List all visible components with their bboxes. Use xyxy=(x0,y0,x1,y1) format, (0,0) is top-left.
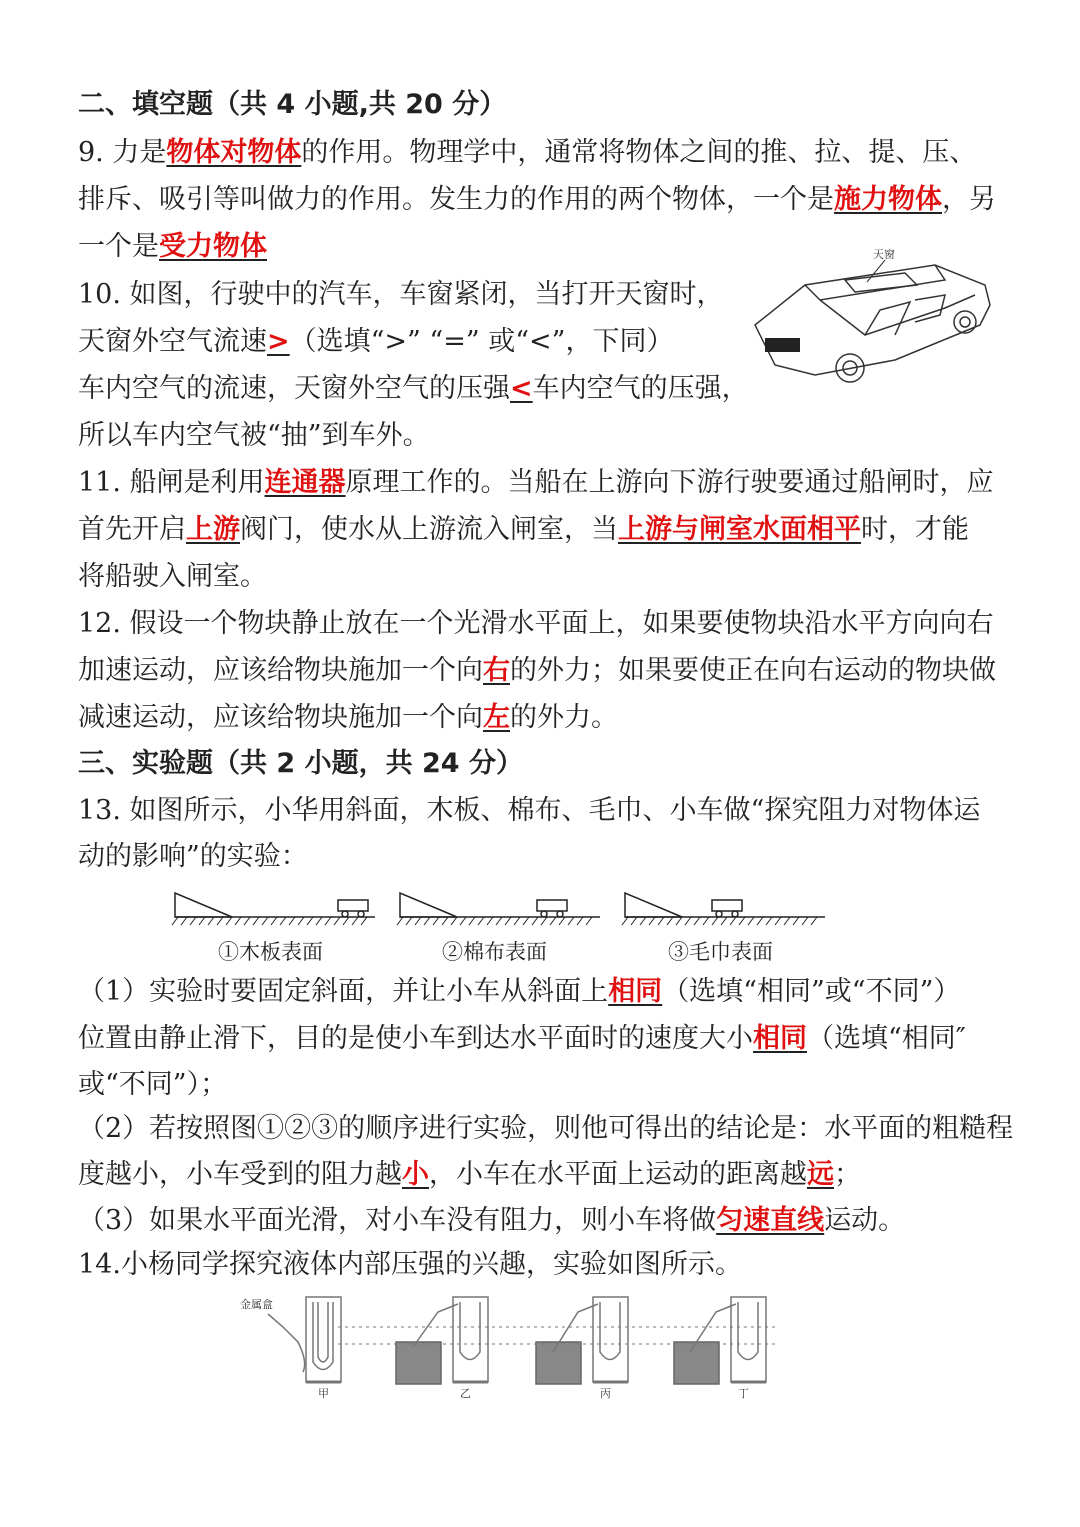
ground-hatch xyxy=(280,917,286,925)
ground-hatch xyxy=(190,917,196,925)
q10-line-1: 10. 如图，行驶中的汽车，车窗紧闭，当打开天窗时， xyxy=(78,279,724,310)
q13-p1-line-2 xyxy=(78,1022,1002,1056)
ground-hatch xyxy=(523,917,529,925)
ground-hatch xyxy=(568,917,574,925)
ground-hatch xyxy=(631,917,637,925)
ground-hatch xyxy=(235,917,241,925)
ramp-experiment-figure xyxy=(170,885,840,935)
ground-hatch xyxy=(541,917,547,925)
ground-hatch xyxy=(739,917,745,925)
q13-answer-3: 小 xyxy=(402,1159,429,1190)
label-ding: 丁 xyxy=(738,1387,749,1400)
ramp-3 xyxy=(625,893,825,917)
q11-text: 阀门，使水从上游流入闸室，当 xyxy=(240,514,618,545)
ground-hatch xyxy=(334,917,340,925)
ramp-1 xyxy=(175,893,375,917)
q9-text: ，另 xyxy=(942,184,996,215)
ground-hatch xyxy=(226,917,232,925)
q12-answer-1: 右 xyxy=(483,655,510,686)
q13-p3-line xyxy=(78,1204,905,1238)
ramp-2 xyxy=(400,893,600,917)
ground-hatch xyxy=(748,917,754,925)
ground-hatch xyxy=(253,917,259,925)
q9-text: 一个是 xyxy=(78,231,159,262)
ground-hatch xyxy=(784,917,790,925)
ground-hatch xyxy=(451,917,457,925)
q13-text: （2）若按照图①②③的顺序进行实验，则他可得出的结论是：水平面的粗糙程 xyxy=(78,1113,1014,1144)
ground-hatch xyxy=(559,917,565,925)
q9-text: 9. 力是 xyxy=(78,137,167,168)
ground-hatch xyxy=(550,917,556,925)
ground-hatch xyxy=(514,917,520,925)
ground-hatch xyxy=(199,917,205,925)
ground-hatch xyxy=(307,917,313,925)
q11-text: 首先开启 xyxy=(78,514,186,545)
ground-hatch xyxy=(361,917,367,925)
ground-hatch xyxy=(433,917,439,925)
ground-hatch xyxy=(262,917,268,925)
q11-answer-2: 上游 xyxy=(186,514,240,545)
ground-hatch xyxy=(703,917,709,925)
q10-answer-2: < xyxy=(510,373,533,404)
ground-hatch xyxy=(712,917,718,925)
q13-p2-line-2 xyxy=(78,1158,861,1192)
ground-hatch xyxy=(316,917,322,925)
q13-text: 位置由静止滑下，目的是使小车到达水平面时的速度大小 xyxy=(78,1023,753,1054)
ground-hatch xyxy=(676,917,682,925)
ground-hatch xyxy=(496,917,502,925)
ground-hatch xyxy=(442,917,448,925)
q9-answer-2: 施力物体 xyxy=(834,184,942,215)
ground-hatch xyxy=(793,917,799,925)
car-sunroof-figure xyxy=(745,240,1000,390)
ground-hatch xyxy=(415,917,421,925)
q13-line-1 xyxy=(78,794,1002,828)
q9-line-1 xyxy=(78,136,1002,170)
q10-text: 车内空气的流速，天窗外空气的压强 xyxy=(78,373,510,404)
q13-text: （1）实验时要固定斜面，并让小车从斜面上 xyxy=(78,976,609,1007)
ground-hatch xyxy=(172,917,178,925)
q12-line-3 xyxy=(78,701,618,735)
ground-hatch xyxy=(478,917,484,925)
label-yi: 乙 xyxy=(460,1387,471,1400)
ground-hatch xyxy=(397,917,403,925)
ground-hatch xyxy=(469,917,475,925)
ground-hatch xyxy=(217,917,223,925)
q11-line-1 xyxy=(78,466,1002,500)
ground-hatch xyxy=(757,917,763,925)
q9-answer-1: 物体对物体 xyxy=(166,137,302,168)
ground-hatch xyxy=(622,917,628,925)
q13-text: 运动。 xyxy=(824,1205,906,1236)
liquid-pressure-figure xyxy=(238,1292,808,1402)
q9-text: 排斥、吸引等叫做力的作用。发生力的作用的两个物体，一个是 xyxy=(78,184,834,215)
caption-cotton: ②棉布表面 xyxy=(442,940,547,964)
ground-hatch xyxy=(658,917,664,925)
ground-hatch xyxy=(532,917,538,925)
q11-line-2 xyxy=(78,513,1002,547)
q12-text: 减速运动，应该给物块施加一个向 xyxy=(78,702,483,733)
license-plate xyxy=(765,338,800,352)
q10-answer-1: > xyxy=(267,326,290,357)
q10-line-4: 所以车内空气被“抽”到车外。 xyxy=(78,420,430,451)
caption-wood: ①木板表面 xyxy=(218,940,323,964)
ground-hatch xyxy=(730,917,736,925)
q13-text: 13. 如图所示，小华用斜面，木板、棉布、毛巾、小车做“探究阻力对物体运 xyxy=(78,795,981,826)
q13-text: ，小车在水平面上运动的距离越 xyxy=(429,1159,807,1190)
q12-text: 12. 假设一个物块静止放在一个光滑水平面上，如果要使物块沿水平方向向右 xyxy=(78,608,994,639)
q10-line-2 xyxy=(78,325,673,359)
ground-hatch xyxy=(352,917,358,925)
q13-text: （选填“相同”或“不同”） xyxy=(662,976,961,1007)
q10-line-3 xyxy=(78,372,749,406)
q13-text: （3）如果水平面光滑，对小车没有阻力，则小车将做 xyxy=(78,1205,717,1236)
q10-text: 天窗外空气流速 xyxy=(78,326,267,357)
q10-text: 车内空气的压强， xyxy=(532,373,749,404)
caption-towel: ③毛巾表面 xyxy=(668,940,773,964)
q12-text: 加速运动，应该给物块施加一个向 xyxy=(78,655,483,686)
ground-hatch xyxy=(802,917,808,925)
q12-text: 的外力；如果要使正在向右运动的物块做 xyxy=(510,655,996,686)
q13-answer-5: 匀速直线 xyxy=(716,1205,825,1236)
q13-text: 度越小，小车受到的阻力越 xyxy=(78,1159,402,1190)
ground-hatch xyxy=(244,917,250,925)
ground-hatch xyxy=(586,917,592,925)
ground-hatch xyxy=(343,917,349,925)
ground-hatch xyxy=(667,917,673,925)
q9-line-3 xyxy=(78,230,267,264)
ground-hatch xyxy=(640,917,646,925)
q13-text: （选填“相同″ xyxy=(807,1023,966,1054)
q11-answer-3: 上游与闸室水面相平 xyxy=(618,514,861,545)
ground-hatch xyxy=(460,917,466,925)
ground-hatch xyxy=(811,917,817,925)
q11-answer-1: 连通器 xyxy=(264,467,346,498)
ground-hatch xyxy=(685,917,691,925)
q12-answer-2: 左 xyxy=(483,702,510,733)
q13-answer-1: 相同 xyxy=(608,976,663,1007)
ground-hatch xyxy=(775,917,781,925)
ground-hatch xyxy=(505,917,511,925)
sunroof-label: 天窗 xyxy=(873,248,895,261)
q12-text: 的外力。 xyxy=(510,702,618,733)
q12-line-1 xyxy=(78,607,1002,641)
q11-line-3: 将船驶入闸室。 xyxy=(78,561,267,592)
ground-hatch xyxy=(325,917,331,925)
ground-hatch xyxy=(487,917,493,925)
ground-hatch xyxy=(577,917,583,925)
q13-p1-line-1 xyxy=(78,975,1002,1009)
section-2-heading: 二、填空题（共 4 小题,共 20 分） xyxy=(78,89,507,120)
ground-hatch xyxy=(766,917,772,925)
ground-hatch xyxy=(298,917,304,925)
q9-line-2 xyxy=(78,183,1002,217)
q11-text: 原理工作的。当船在上游向下游行驶要通过船闸时，应 xyxy=(345,467,994,498)
q13-p2-line-1 xyxy=(78,1112,1014,1146)
ground-hatch xyxy=(721,917,727,925)
q9-text: 的作用。物理学中，通常将物体之间的推、拉、提、压、 xyxy=(301,137,977,168)
q13-p1-line-3: 或“不同”）； xyxy=(78,1069,228,1100)
q13-answer-4: 远 xyxy=(807,1159,834,1190)
ground-hatch xyxy=(271,917,277,925)
ground-hatch xyxy=(694,917,700,925)
q13-answer-2: 相同 xyxy=(753,1023,807,1054)
q14-line-1: 14.小杨同学探究液体内部压强的兴趣，实验如图所示。 xyxy=(78,1249,742,1280)
ground-hatch xyxy=(289,917,295,925)
ground-hatch xyxy=(181,917,187,925)
label-jia: 甲 xyxy=(318,1387,329,1400)
q13-text: ； xyxy=(834,1159,861,1190)
metal-box-label: 金属盒 xyxy=(240,1298,273,1311)
q13-line-2: 动的影响”的实验： xyxy=(78,841,308,872)
section-3-heading: 三、实验题（共 2 小题，共 24 分） xyxy=(78,748,523,779)
q11-text: 时，才能 xyxy=(861,514,969,545)
q12-line-2 xyxy=(78,654,1002,688)
ground-hatch xyxy=(208,917,214,925)
ground-hatch xyxy=(406,917,412,925)
q9-answer-3: 受力物体 xyxy=(159,231,267,262)
ground-hatch xyxy=(649,917,655,925)
q10-text: （选填“>” “=” 或“<”，下同） xyxy=(289,326,674,357)
label-bing: 丙 xyxy=(600,1387,611,1400)
q11-text: 11. 船闸是利用 xyxy=(78,467,265,498)
ground-hatch xyxy=(424,917,430,925)
